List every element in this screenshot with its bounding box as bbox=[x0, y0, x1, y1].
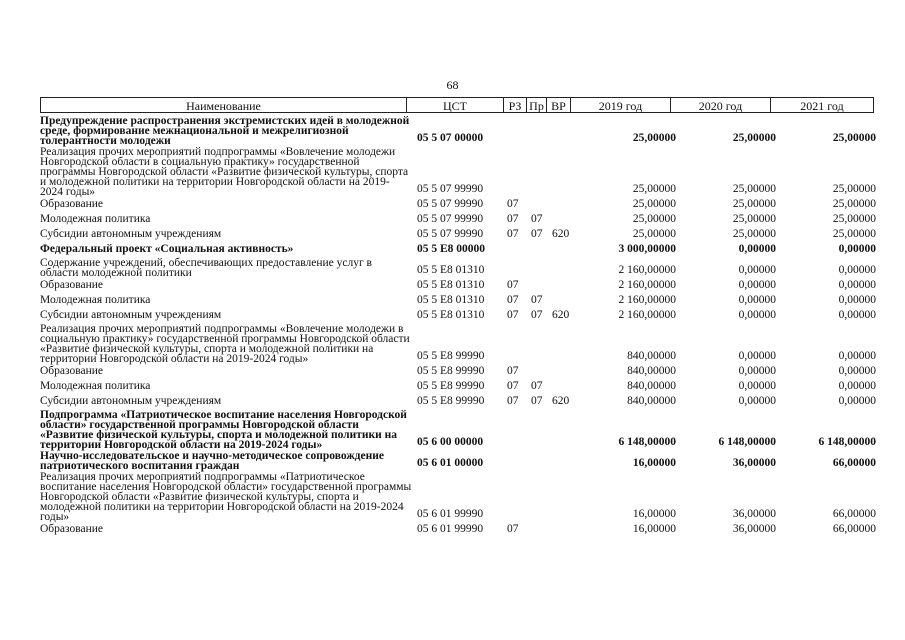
row-2019: 25,00000 bbox=[632, 213, 676, 225]
row-name: Субсидии автономным учреждениям bbox=[40, 228, 222, 240]
row-rz: 07 bbox=[507, 213, 519, 225]
table-header bbox=[40, 97, 874, 113]
row-cst: 05 5 E8 01310 bbox=[417, 309, 485, 321]
row-2020: 0,00000 bbox=[738, 309, 776, 321]
row-2020: 36,00000 bbox=[732, 457, 776, 469]
table-row bbox=[40, 409, 876, 450]
row-cst: 05 6 01 00000 bbox=[417, 457, 484, 469]
header-2021: 2021 год bbox=[800, 99, 844, 112]
header-cst: ЦСТ bbox=[407, 98, 504, 112]
table-row bbox=[40, 242, 876, 257]
row-2021: 25,00000 bbox=[832, 228, 876, 240]
row-2021: 66,00000 bbox=[832, 508, 876, 520]
row-cst: 05 5 E8 01310 bbox=[417, 264, 485, 276]
row-2020: 25,00000 bbox=[732, 213, 776, 225]
row-2020: 36,00000 bbox=[732, 523, 776, 535]
row-2021: 0,00000 bbox=[838, 264, 876, 276]
row-2021: 0,00000 bbox=[838, 365, 876, 377]
row-2020: 0,00000 bbox=[738, 279, 776, 291]
row-2019: 25,00000 bbox=[632, 228, 676, 240]
row-name: Молодежная политика bbox=[40, 213, 151, 225]
row-name: Молодежная политика bbox=[40, 294, 151, 306]
row-rz: 07 bbox=[507, 198, 519, 210]
row-cst: 05 5 E8 00000 bbox=[417, 243, 486, 255]
row-2019: 840,00000 bbox=[627, 365, 676, 377]
table-row bbox=[40, 197, 876, 212]
row-2021: 25,00000 bbox=[832, 213, 876, 225]
header-name: Наименование bbox=[41, 98, 407, 112]
row-2020: 0,00000 bbox=[738, 380, 776, 392]
row-name: Реализация прочих мероприятий подпрограммы «Вовлечение молодежи Новгородской области в социальную практику» государственной программы Новгородской области «Развитие физической культуры, спорта и молодежной политики на территории Новгородской области на 2019-2024 годы» bbox=[40, 146, 409, 198]
row-rz: 07 bbox=[507, 380, 519, 392]
header-vr: ВР bbox=[547, 98, 571, 112]
row-2020: 0,00000 bbox=[738, 350, 776, 362]
row-2019: 2 160,00000 bbox=[618, 309, 676, 321]
row-vr: 620 bbox=[552, 395, 570, 407]
page-number: 68 bbox=[446, 78, 459, 92]
header-rz: РЗ bbox=[504, 98, 527, 112]
row-2019: 3 000,00000 bbox=[618, 243, 676, 255]
row-2019: 16,00000 bbox=[632, 457, 676, 469]
row-name: Субсидии автономным учреждениям bbox=[40, 309, 222, 321]
row-2021: 0,00000 bbox=[838, 294, 876, 306]
row-cst: 05 6 01 99990 bbox=[417, 508, 484, 520]
row-2019: 2 160,00000 bbox=[618, 264, 676, 276]
table-row bbox=[40, 471, 876, 522]
row-rz: 07 bbox=[507, 279, 519, 291]
table-row bbox=[40, 394, 876, 409]
row-name: Образование bbox=[40, 365, 104, 377]
row-2020: 0,00000 bbox=[738, 365, 776, 377]
row-cst: 05 5 07 99990 bbox=[417, 213, 484, 225]
row-cst: 05 5 E8 01310 bbox=[417, 279, 485, 291]
row-cst: 05 5 E8 01310 bbox=[417, 294, 485, 306]
row-2020: 36,00000 bbox=[732, 508, 776, 520]
row-name: Предупреждение распространения экстремистских идей в молодежной среде, формирование межнациональной и межрелигиозной толерантности молодежи bbox=[40, 115, 410, 147]
row-pr: 07 bbox=[531, 309, 543, 321]
row-2019: 840,00000 bbox=[627, 350, 676, 362]
row-rz: 07 bbox=[507, 228, 519, 240]
table-row bbox=[40, 115, 876, 146]
row-2020: 0,00000 bbox=[738, 264, 776, 276]
row-2021: 25,00000 bbox=[832, 183, 876, 195]
row-2020: 25,00000 bbox=[732, 132, 776, 144]
table-row bbox=[40, 379, 876, 394]
row-cst: 05 5 07 00000 bbox=[417, 132, 484, 144]
row-2020: 6 148,00000 bbox=[718, 436, 776, 448]
row-2021: 0,00000 bbox=[838, 243, 876, 255]
table-row bbox=[40, 323, 876, 364]
row-pr: 07 bbox=[531, 395, 543, 407]
row-name: Образование bbox=[40, 198, 104, 210]
row-2019: 840,00000 bbox=[627, 380, 676, 392]
header-2019: 2019 год bbox=[571, 98, 671, 112]
row-2020: 0,00000 bbox=[738, 294, 776, 306]
table-row bbox=[40, 227, 876, 242]
row-2021: 0,00000 bbox=[838, 350, 876, 362]
row-pr: 07 bbox=[531, 213, 543, 225]
row-cst: 05 6 01 99990 bbox=[417, 523, 484, 535]
row-2019: 2 160,00000 bbox=[618, 279, 676, 291]
row-2021: 6 148,00000 bbox=[818, 436, 876, 448]
row-2021: 0,00000 bbox=[838, 395, 876, 407]
table-row bbox=[40, 308, 876, 323]
row-name: Субсидии автономным учреждениям bbox=[40, 395, 222, 407]
row-rz: 07 bbox=[507, 523, 519, 535]
table-row bbox=[40, 212, 876, 227]
row-pr: 07 bbox=[531, 294, 543, 306]
row-2021: 0,00000 bbox=[838, 279, 876, 291]
row-name: Реализация прочих мероприятий подпрограммы «Вовлечение молодежи в социальную практику» государственной программы Новгородской области «Развитие физической культуры, спорта и молодежной политики на территории Новгородской области на 2019-2024 годы» bbox=[40, 323, 410, 365]
row-2021: 0,00000 bbox=[838, 309, 876, 321]
row-2021: 0,00000 bbox=[838, 380, 876, 392]
row-2019: 840,00000 bbox=[627, 395, 676, 407]
row-2019: 25,00000 bbox=[632, 132, 676, 144]
row-2019: 16,00000 bbox=[632, 523, 676, 535]
header-pr: Пр bbox=[527, 98, 547, 112]
table-row bbox=[40, 146, 876, 197]
row-cst: 05 6 00 00000 bbox=[417, 436, 484, 448]
row-cst: 05 5 07 99990 bbox=[417, 198, 484, 210]
row-pr: 07 bbox=[531, 380, 543, 392]
row-2021: 66,00000 bbox=[832, 457, 876, 469]
table-row bbox=[40, 364, 876, 379]
row-2019: 25,00000 bbox=[632, 183, 676, 195]
row-name: Образование bbox=[40, 523, 104, 535]
row-name: Образование bbox=[40, 279, 104, 291]
table-row bbox=[40, 450, 876, 471]
row-cst: 05 5 E8 99990 bbox=[417, 380, 485, 392]
row-cst: 05 5 E8 99990 bbox=[417, 350, 485, 362]
row-rz: 07 bbox=[507, 365, 519, 377]
budget-table-body bbox=[40, 115, 876, 537]
row-rz: 07 bbox=[507, 294, 519, 306]
row-2021: 66,00000 bbox=[832, 523, 876, 535]
row-2020: 25,00000 bbox=[732, 228, 776, 240]
row-cst: 05 5 07 99990 bbox=[417, 228, 484, 240]
row-cst: 05 5 E8 99990 bbox=[417, 365, 485, 377]
row-2019: 16,00000 bbox=[632, 508, 676, 520]
row-name: Научно-исследовательское и научно-методическое сопровождение патриотического воспитания граждан bbox=[40, 450, 384, 472]
row-cst: 05 5 07 99990 bbox=[417, 183, 484, 195]
row-name: Федеральный проект «Социальная активность» bbox=[40, 243, 294, 255]
row-pr: 07 bbox=[531, 228, 543, 240]
header-2020: 2020 год bbox=[671, 98, 771, 112]
row-rz: 07 bbox=[507, 309, 519, 321]
table-row bbox=[40, 278, 876, 293]
row-2020: 25,00000 bbox=[732, 198, 776, 210]
row-2021: 25,00000 bbox=[832, 198, 876, 210]
table-row bbox=[40, 522, 876, 537]
row-name: Содержание учреждений, обеспечивающих предоставление услуг в области молодежной политики bbox=[40, 257, 372, 279]
row-name: Реализация прочих мероприятий подпрограммы «Патриотическое воспитание населения Новгородской области» государственной программы Новгородской области «Развитие физической культуры, спорта и молодежной политики на территории Новгородской области на 2019-2024 годы» bbox=[40, 471, 412, 523]
row-vr: 620 bbox=[552, 228, 570, 240]
row-2021: 25,00000 bbox=[832, 132, 876, 144]
row-name: Подпрограмма «Патриотическое воспитание населения Новгородской области» государственной программы Новгородской области «Развитие физической культуры, спорта и молодежной политики на территории Новгородской области на 2019-2024 годы» bbox=[40, 409, 407, 451]
row-2019: 2 160,00000 bbox=[618, 294, 676, 306]
row-cst: 05 5 E8 99990 bbox=[417, 395, 485, 407]
row-2020: 0,00000 bbox=[738, 395, 776, 407]
row-vr: 620 bbox=[552, 309, 570, 321]
row-rz: 07 bbox=[507, 395, 519, 407]
row-2019: 6 148,00000 bbox=[618, 436, 676, 448]
row-2020: 0,00000 bbox=[738, 243, 776, 255]
table-row bbox=[40, 257, 876, 278]
row-2020: 25,00000 bbox=[732, 183, 776, 195]
row-name: Молодежная политика bbox=[40, 380, 151, 392]
row-2019: 25,00000 bbox=[632, 198, 676, 210]
table-row bbox=[40, 293, 876, 308]
